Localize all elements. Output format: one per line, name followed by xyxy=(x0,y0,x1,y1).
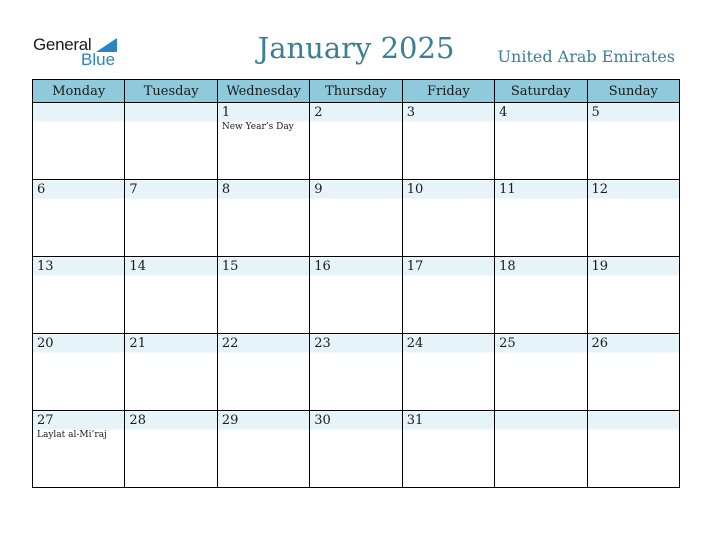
day-number: 29 xyxy=(221,413,239,428)
day-cell xyxy=(402,103,494,180)
weekday-friday: Friday xyxy=(402,80,494,103)
day-number: 22 xyxy=(221,336,239,351)
logo-general-text: General xyxy=(33,35,92,54)
logo-blue-text: Blue xyxy=(81,50,116,69)
empty-day-cell xyxy=(33,103,125,180)
day-number: 18 xyxy=(499,259,516,274)
day-cell xyxy=(310,257,402,334)
day-number: 14 xyxy=(129,259,146,274)
day-number: 30 xyxy=(314,413,331,428)
day-number: 19 xyxy=(591,259,609,274)
day-number: 24 xyxy=(406,336,424,351)
day-cell xyxy=(217,180,309,257)
weekday-saturday: Saturday xyxy=(495,80,587,103)
week-row xyxy=(33,103,680,180)
empty-day-cell xyxy=(125,103,217,180)
day-number: 7 xyxy=(129,182,138,197)
day-cell xyxy=(33,411,125,488)
day-number: 27 xyxy=(37,413,54,428)
day-number: 20 xyxy=(37,336,54,351)
day-number: 26 xyxy=(591,336,609,351)
day-number: 6 xyxy=(37,182,46,197)
day-cell xyxy=(33,257,125,334)
day-cell xyxy=(217,257,309,334)
day-cell xyxy=(310,334,402,411)
day-cell xyxy=(587,103,679,180)
day-number xyxy=(495,411,586,429)
day-cell xyxy=(587,334,679,411)
day-cell xyxy=(587,257,679,334)
day-number xyxy=(125,103,216,121)
day-number: 17 xyxy=(406,259,424,274)
day-number: 28 xyxy=(129,413,146,428)
calendar-title: January 2025 xyxy=(257,31,455,65)
day-number: 5 xyxy=(591,105,600,120)
day-number: 4 xyxy=(499,105,508,120)
day-cell xyxy=(217,103,309,180)
day-cell xyxy=(402,411,494,488)
day-number: 31 xyxy=(406,413,424,428)
day-cell xyxy=(125,334,217,411)
day-number: 13 xyxy=(37,259,54,274)
day-number: 23 xyxy=(314,336,331,351)
day-number: 15 xyxy=(221,259,239,274)
week-row xyxy=(33,411,680,488)
day-number: 10 xyxy=(406,182,424,197)
day-cell xyxy=(495,257,587,334)
day-number: 25 xyxy=(499,336,516,351)
empty-day-cell xyxy=(495,411,587,488)
day-cell xyxy=(495,180,587,257)
empty-day-cell xyxy=(587,411,679,488)
day-number: 16 xyxy=(314,259,331,274)
day-number: 1 xyxy=(221,105,231,120)
day-cell xyxy=(33,334,125,411)
day-cell xyxy=(495,103,587,180)
weekday-thursday: Thursday xyxy=(310,80,402,103)
day-cell xyxy=(495,334,587,411)
calendar-grid xyxy=(32,79,680,488)
day-cell xyxy=(402,180,494,257)
day-number: 12 xyxy=(591,182,609,197)
day-cell xyxy=(125,180,217,257)
day-cell xyxy=(125,411,217,488)
week-row xyxy=(33,180,680,257)
day-number xyxy=(588,411,679,429)
day-cell xyxy=(217,411,309,488)
day-number: 9 xyxy=(314,182,323,197)
holiday-label: Laylat al-Mi’raj xyxy=(37,430,107,440)
day-number: 11 xyxy=(499,182,516,197)
day-number: 21 xyxy=(129,336,146,351)
day-cell xyxy=(310,103,402,180)
day-number: 2 xyxy=(314,105,323,120)
weekday-tuesday: Tuesday xyxy=(125,80,217,103)
day-number xyxy=(33,103,124,121)
day-number: 3 xyxy=(406,105,415,120)
weekday-header-row xyxy=(33,80,680,103)
weekday-sunday: Sunday xyxy=(587,80,679,103)
weekday-monday: Monday xyxy=(33,80,125,103)
weekday-wednesday: Wednesday xyxy=(217,80,309,103)
day-cell xyxy=(310,411,402,488)
week-row xyxy=(33,257,680,334)
day-cell xyxy=(310,180,402,257)
day-cell xyxy=(217,334,309,411)
day-number: 8 xyxy=(221,182,231,197)
day-cell xyxy=(402,334,494,411)
day-cell xyxy=(402,257,494,334)
country-label: United Arab Emirates xyxy=(497,47,675,66)
day-cell xyxy=(125,257,217,334)
day-cell xyxy=(587,180,679,257)
day-cell xyxy=(33,180,125,257)
holiday-label: New Year’s Day xyxy=(221,122,294,132)
week-row xyxy=(33,334,680,411)
